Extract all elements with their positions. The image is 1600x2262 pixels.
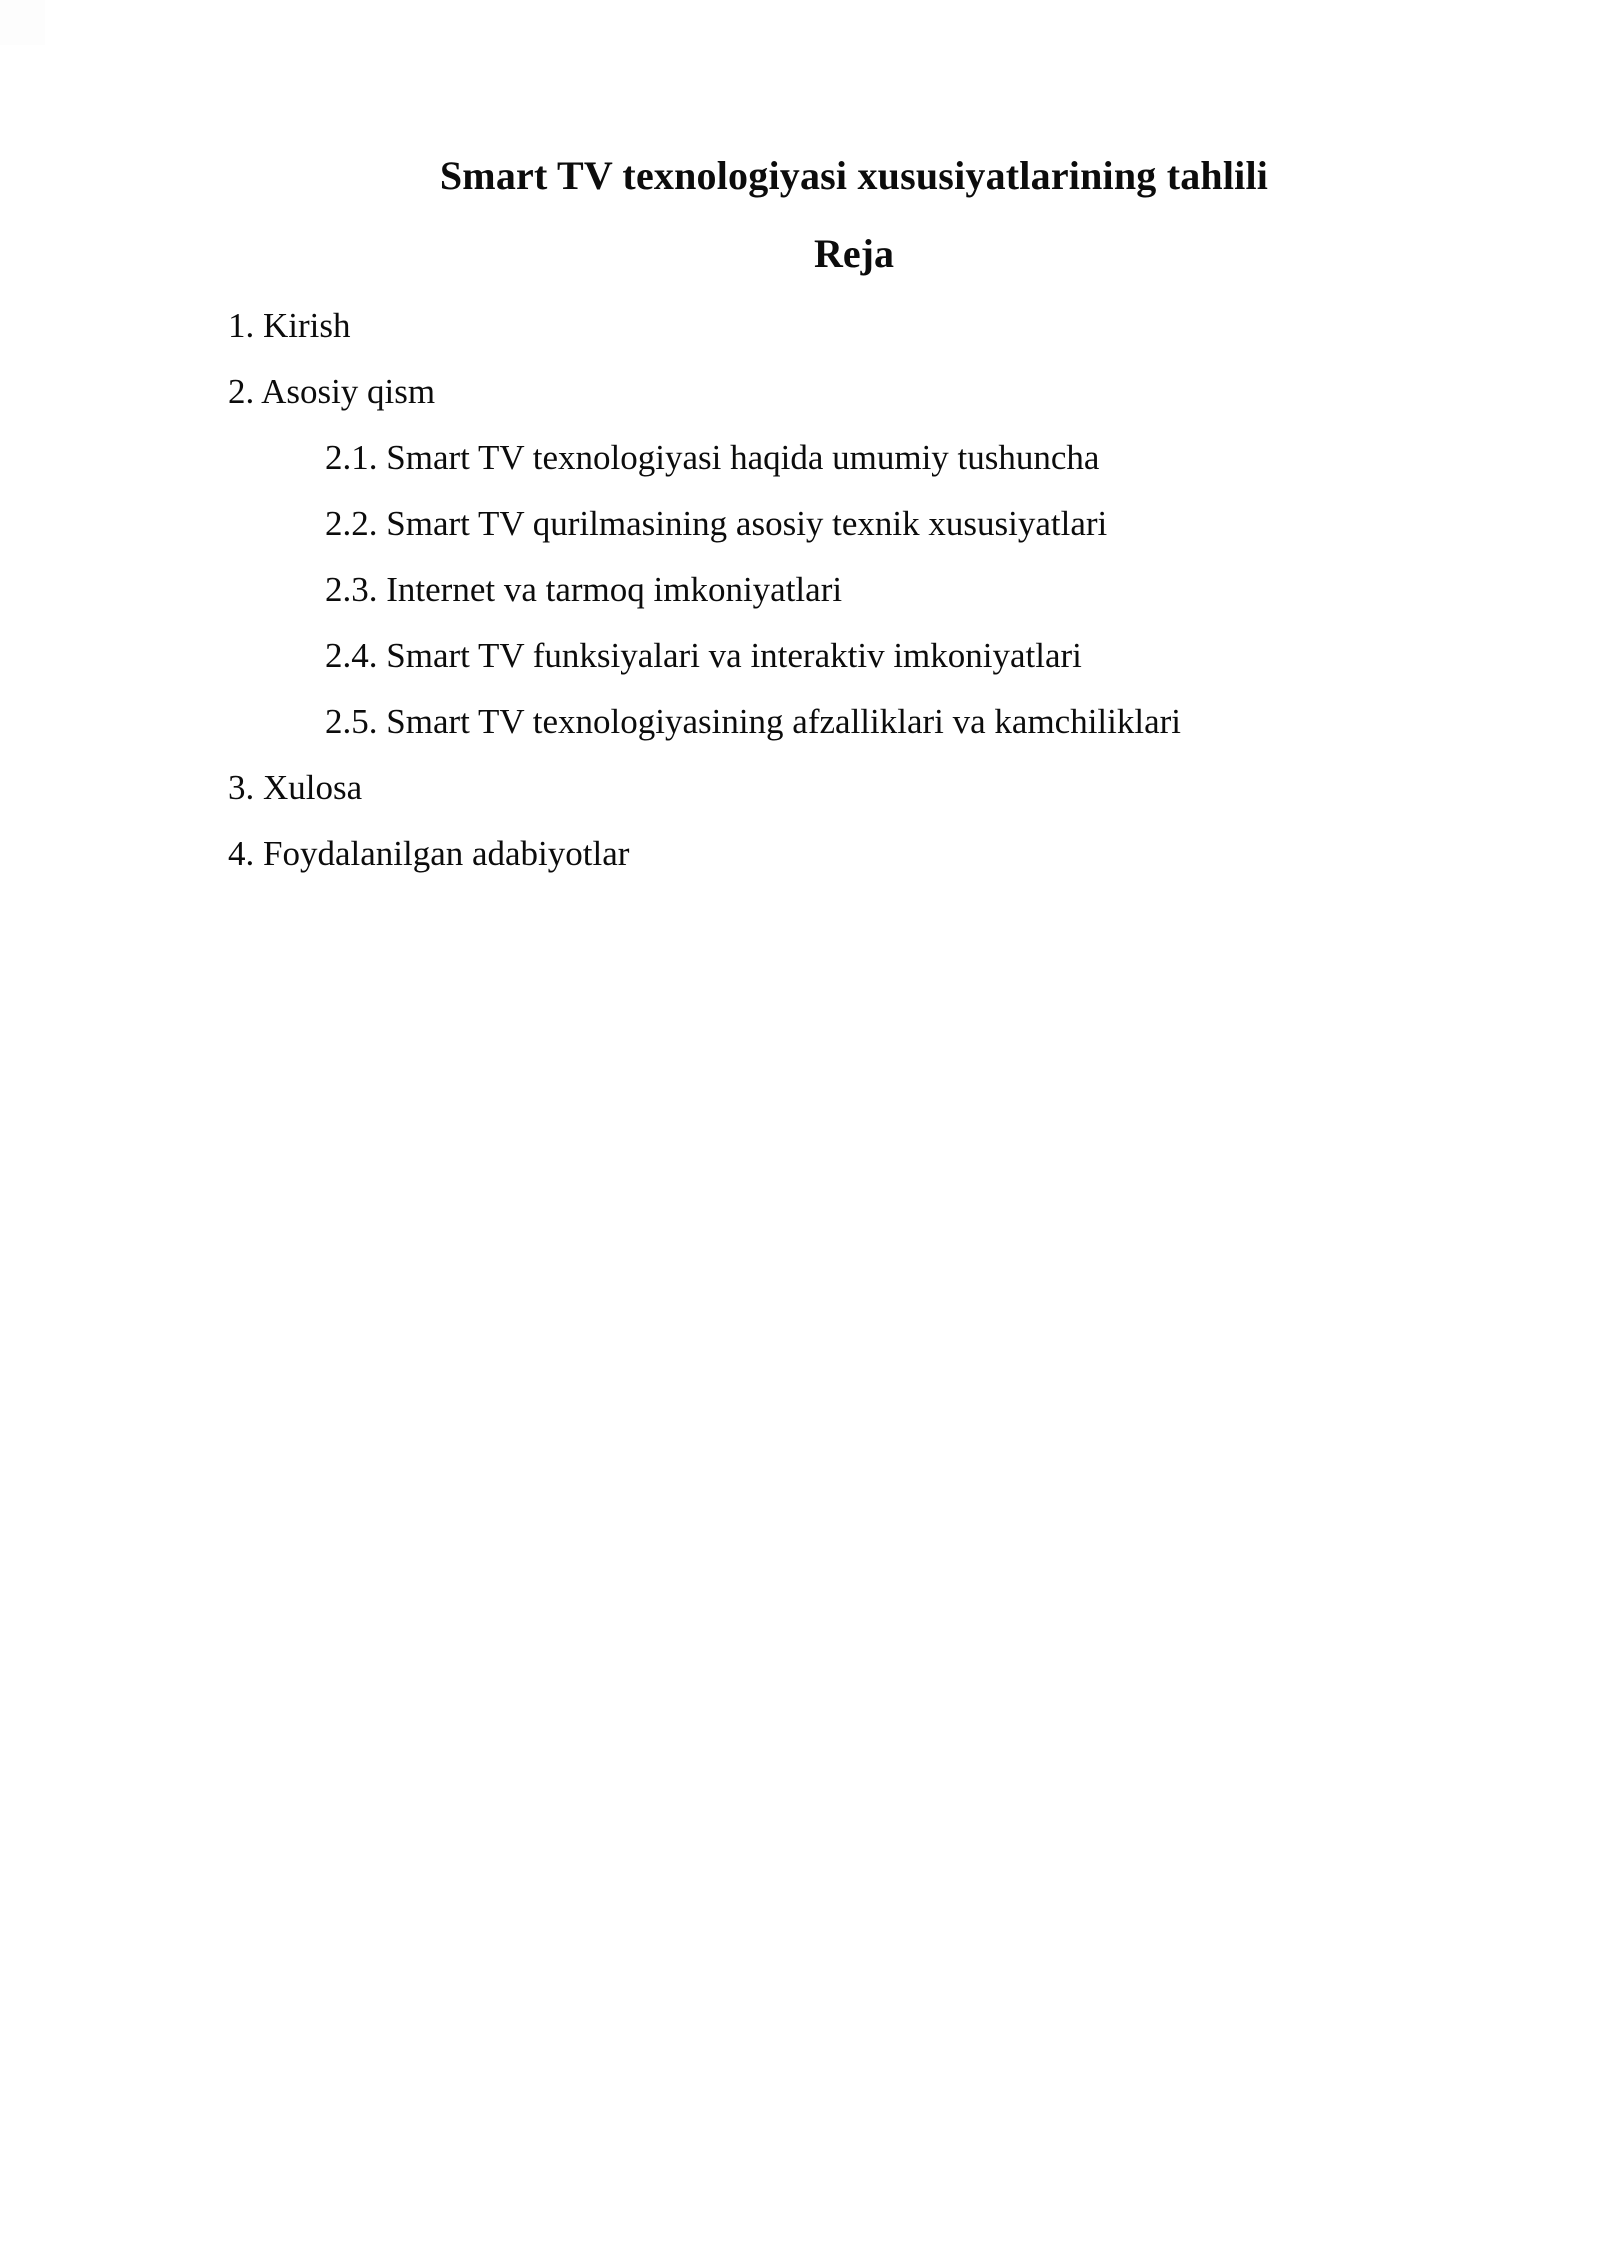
document-content xyxy=(0,0,1600,887)
outline-item-2-5: 2.5. Smart TV texnologiyasining afzalliklari va kamchiliklari xyxy=(325,702,1182,741)
outline-item-xulosa: 3. Xulosa xyxy=(228,768,363,807)
document-subtitle: Reja xyxy=(814,231,894,276)
outline-item-adabiyotlar: 4. Foydalanilgan adabiyotlar xyxy=(228,834,630,873)
outline-item-2-4: 2.4. Smart TV funksiyalari va interaktiv imkoniyatlari xyxy=(325,636,1082,675)
scan-artifact xyxy=(0,0,45,45)
document-title: Smart TV texnologiyasi xususiyatlarining tahlili xyxy=(439,153,1269,198)
outline-item-2-3: 2.3. Internet va tarmoq imkoniyatlari xyxy=(325,570,843,609)
outline-item-kirish: 1. Kirish xyxy=(228,306,351,345)
outline-item-2-1: 2.1. Smart TV texnologiyasi haqida umumiy tushuncha xyxy=(325,438,1100,477)
outline-item-asosiy-qism: 2. Asosiy qism xyxy=(228,372,436,411)
outline-item-2-2: 2.2. Smart TV qurilmasining asosiy texnik xususiyatlari xyxy=(325,504,1108,543)
outline-list xyxy=(228,293,1480,887)
